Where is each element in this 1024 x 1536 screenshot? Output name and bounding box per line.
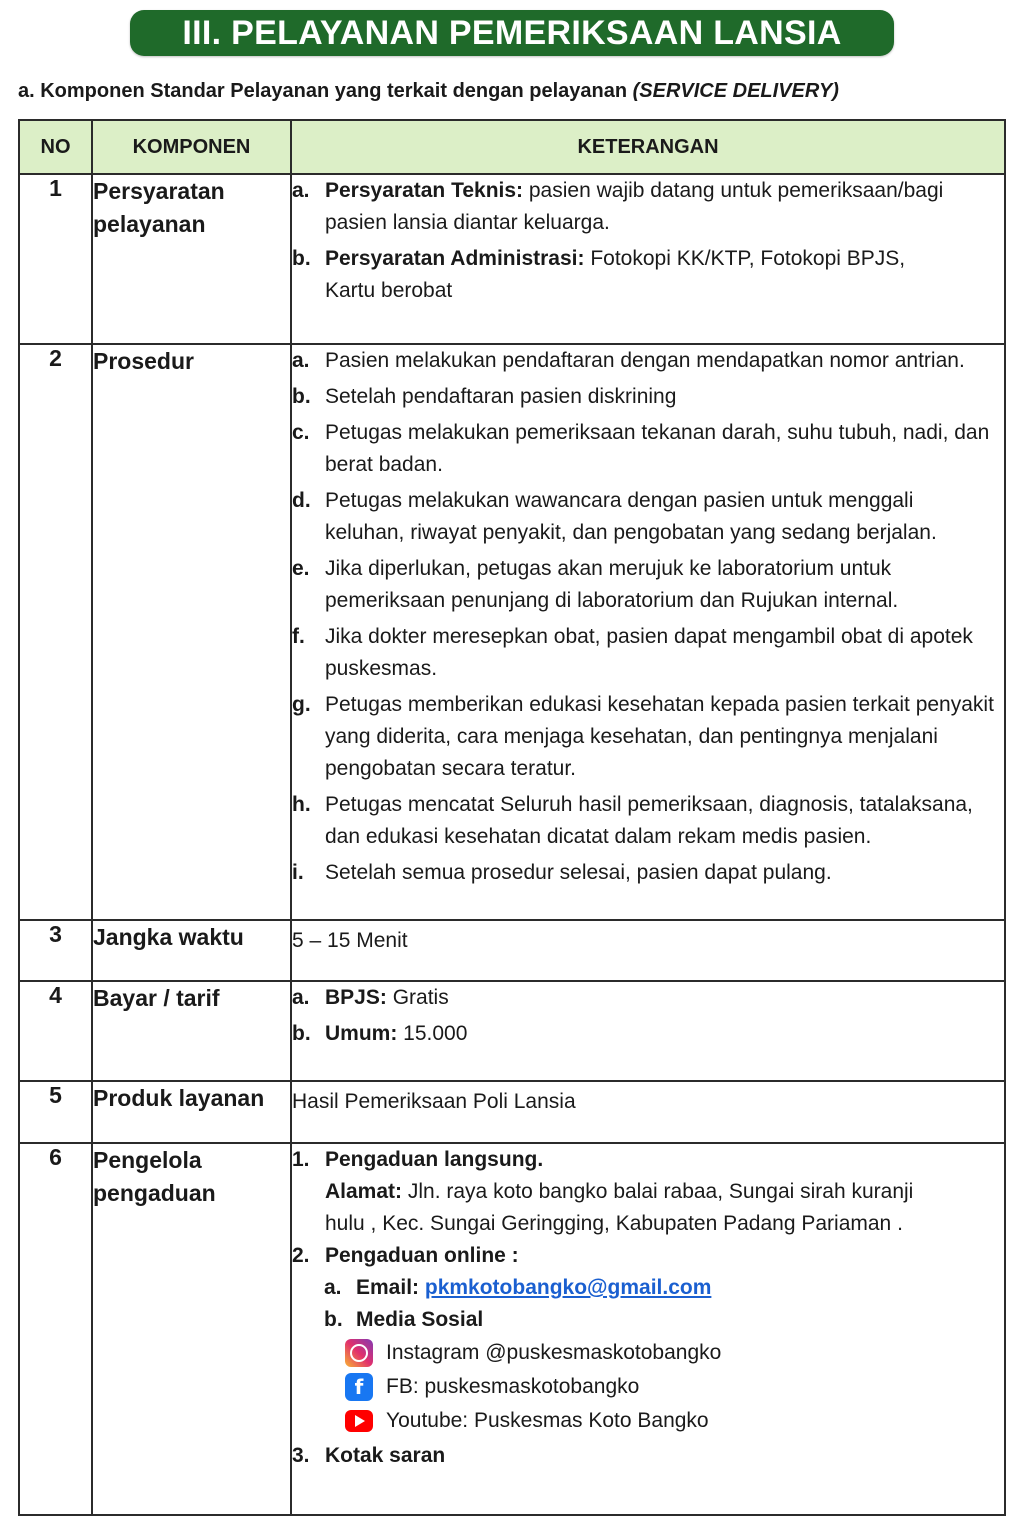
list-item: b. Umum: 15.000 (292, 1022, 468, 1045)
row-component: Persyaratan pelayanan (92, 174, 291, 344)
step-label: g. (292, 693, 311, 716)
youtube-handle[interactable]: Youtube: Puskesmas Koto Bangko (386, 1409, 709, 1432)
step-label: i. (292, 861, 304, 884)
table-row (19, 174, 1005, 344)
row-description: Hasil Pemeriksaan Poli Lansia (291, 1081, 1005, 1143)
row-component: Jangka waktu (92, 920, 291, 981)
step-text: Petugas melakukan pemeriksaan tekanan darah, suhu tubuh, nadi, dan berat badan. (325, 421, 990, 476)
row-component: Pengelola pengaduan (92, 1143, 291, 1515)
address-block: Alamat: Jln. raya koto bangko balai rabaa, Sungai sirah kuranji hulu , Kec. Sungai Geringging, Kabupaten Padang Pariaman . (325, 1180, 914, 1235)
row-number: 2 (19, 344, 92, 920)
list-item: 2. Pengaduan online : (292, 1244, 519, 1267)
step-text: Jika dokter meresepkan obat, pasien dapat mengambil obat di apotek puskesmas. (325, 625, 973, 680)
step-label: f. (292, 625, 305, 648)
procedure-step (292, 345, 1004, 377)
procedure-step (292, 621, 1004, 685)
email-link[interactable]: pkmkotobangko@gmail.com (424, 1276, 712, 1299)
table-row (19, 920, 1005, 981)
procedure-step (292, 689, 1004, 785)
row-description (291, 1143, 1005, 1515)
step-text: Petugas mencatat Seluruh hasil pemeriksaan, diagnosis, tatalaksana, dan edukasi kesehatan dicatat dalam rekam medis pasien. (325, 793, 973, 848)
table-row (19, 344, 1005, 920)
step-text: Petugas memberikan edukasi kesehatan kepada pasien terkait penyakit yang diderita, cara menjaga kesehatan, dan pentingnya menjalani pengobatan secara teratur. (325, 693, 994, 780)
service-standard-table (18, 119, 1006, 1516)
row-description (291, 981, 1005, 1081)
list-item: a. BPJS: Gratis (292, 986, 449, 1009)
subtitle-italic: (SERVICE DELIVERY) (632, 80, 839, 102)
table-row (19, 1143, 1005, 1515)
row-description: 5 – 15 Menit (291, 920, 1005, 981)
title-banner (130, 10, 894, 56)
table-row (19, 981, 1005, 1081)
row-description (291, 174, 1005, 344)
row-number: 6 (19, 1143, 92, 1515)
step-text: Petugas melakukan wawancara dengan pasien untuk menggali keluhan, riwayat penyakit, dan pengobatan yang sedang berjalan. (325, 489, 937, 544)
header-komponen: KOMPONEN (92, 120, 291, 174)
procedure-step (292, 485, 1004, 549)
step-label: c. (292, 421, 310, 444)
section-subtitle: a. Komponen Standar Pelayanan yang terkait dengan pelayanan (SERVICE DELIVERY) (18, 80, 839, 102)
facebook-row (292, 1370, 1004, 1404)
row-number: 1 (19, 174, 92, 344)
table-header-row (19, 120, 1005, 174)
page-title: III. PELAYANAN PEMERIKSAAN LANSIA (182, 13, 842, 52)
instagram-handle[interactable]: Instagram @puskesmaskotobangko (386, 1341, 722, 1364)
step-label: e. (292, 557, 310, 580)
row-number: 5 (19, 1081, 92, 1143)
facebook-icon: f (345, 1373, 373, 1401)
step-text: Pasien melakukan pendaftaran dengan mendapatkan nomor antrian. (325, 349, 965, 372)
step-text: Setelah semua prosedur selesai, pasien dapat pulang. (325, 861, 832, 884)
youtube-icon (345, 1410, 373, 1432)
procedure-step (292, 417, 1004, 481)
instagram-icon (345, 1339, 373, 1367)
list-item: 3. Kotak saran (292, 1444, 446, 1467)
step-text: Setelah pendaftaran pasien diskrining (325, 385, 677, 408)
list-item: a. Persyaratan Teknis: pasien wajib datang untuk pemeriksaan/bagi pasien lansia diantar keluarga. (292, 179, 944, 234)
step-text: Jika diperlukan, petugas akan merujuk ke laboratorium untuk pemeriksaan penunjang di laboratorium dan Rujukan internal. (325, 557, 899, 612)
procedure-step (292, 857, 1004, 889)
instagram-row (292, 1336, 1004, 1370)
row-description (291, 344, 1005, 920)
step-label: a. (292, 349, 310, 372)
row-number: 4 (19, 981, 92, 1081)
facebook-handle[interactable]: FB: puskesmaskotobangko (386, 1375, 640, 1398)
step-label: h. (292, 793, 311, 816)
header-keterangan: KETERANGAN (291, 120, 1005, 174)
row-component: Prosedur (92, 344, 291, 920)
procedure-step (292, 553, 1004, 617)
procedure-step (292, 789, 1004, 853)
email-item: a. Email: pkmkotobangko@gmail.com (324, 1276, 712, 1299)
step-label: d. (292, 489, 311, 512)
social-media-item: b. Media Sosial (324, 1308, 484, 1331)
youtube-row (292, 1404, 1004, 1438)
row-number: 3 (19, 920, 92, 981)
table-row (19, 1081, 1005, 1143)
procedure-step (292, 381, 1004, 413)
row-component: Produk layanan (92, 1081, 291, 1143)
row-component: Bayar / tarif (92, 981, 291, 1081)
list-item: b. Persyaratan Administrasi: Fotokopi KK/KTP, Fotokopi BPJS, Kartu berobat (292, 247, 906, 302)
step-label: b. (292, 385, 311, 408)
list-item: 1. Pengaduan langsung. (292, 1148, 544, 1171)
header-no: NO (19, 120, 92, 174)
